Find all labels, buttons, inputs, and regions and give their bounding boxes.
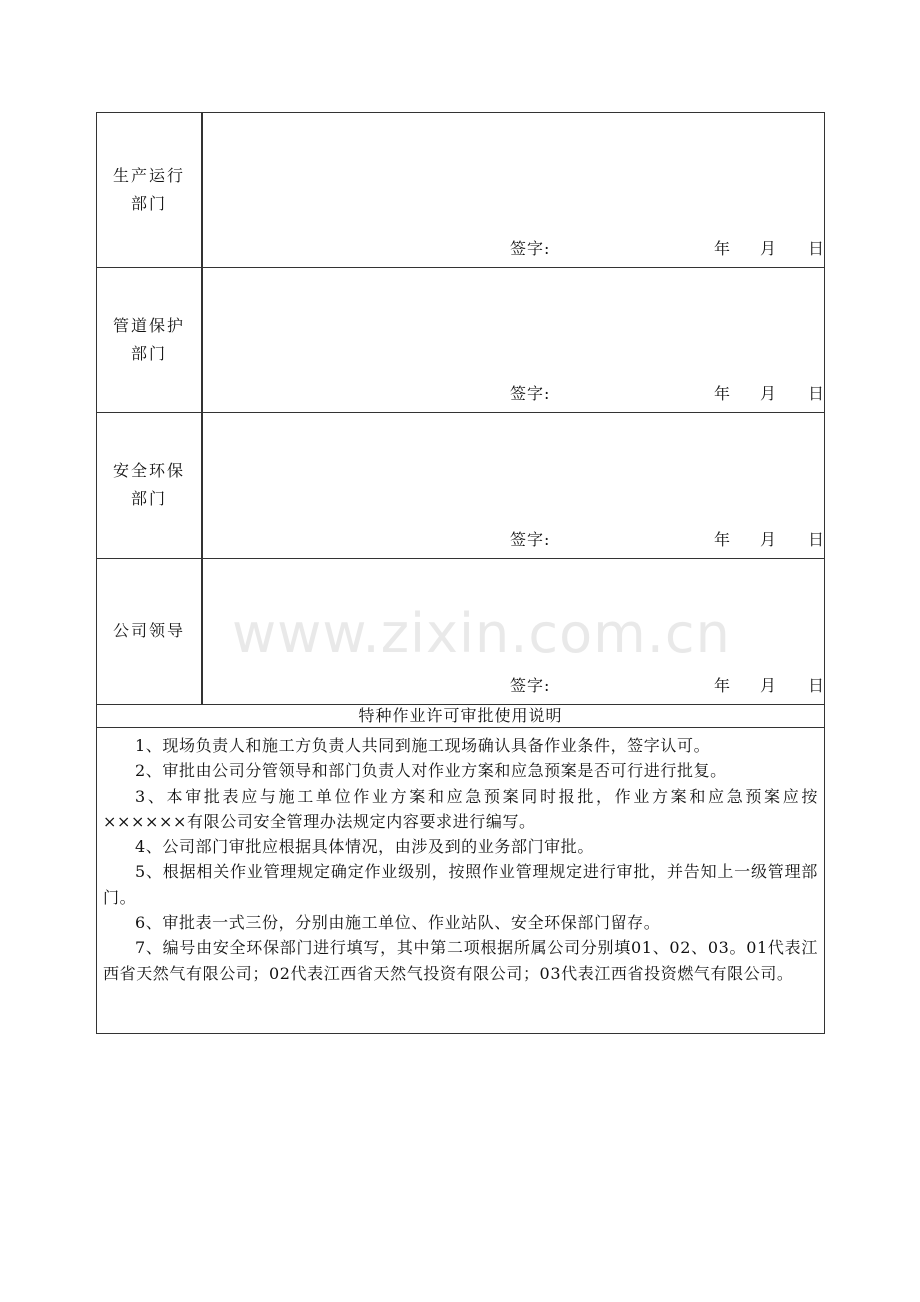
signature-label: 签字: [510,384,551,403]
approval-form [96,112,825,1034]
instructions-list [103,733,818,986]
approval-row-pipeline [97,267,824,413]
department-label: 生产运行 部门 [112,166,185,213]
date-day: 日 [808,239,825,258]
instruction-item: 5、根据相关作业管理规定确定作业级别，按照作业管理规定进行审批，并告知上一级管理部门。 [103,862,818,907]
date-month: 月 [760,676,777,695]
approval-row-leadership [97,558,824,705]
date-year: 年 [714,530,731,549]
date-day: 日 [808,530,825,549]
instruction-item: 4、公司部门审批应根据具体情况，由涉及到的业务部门审批。 [135,837,594,857]
row-label-cell [97,558,203,704]
instruction-item: 2、审批由公司分管领导和部门负责人对作业方案和应急预案是否可行进行批复。 [135,761,727,781]
signature-label: 签字: [510,239,551,258]
row-label-cell [97,412,203,558]
instructions-title: 特种作业许可审批使用说明 [97,705,824,728]
date-year: 年 [714,676,731,695]
approval-row-production [97,113,824,268]
department-label: 安全环保 部门 [112,461,185,508]
instruction-item: 3、本审批表应与施工单位作业方案和应急预案同时报批，作业方案和应急预案应按××××××有限公司安全管理办法规定内容要求进行编写。 [103,786,818,831]
date-month: 月 [760,530,777,549]
instruction-item: 7、编号由安全环保部门进行填写，其中第二项根据所属公司分别填01、02、03。01代表江西省天然气有限公司；02代表江西省天然气投资有限公司；03代表江西省投资燃气有限公司。 [103,938,818,983]
approval-row-safety [97,412,824,559]
signature-label: 签字: [510,676,551,695]
instruction-item: 1、现场负责人和施工方负责人共同到施工现场确认具备作业条件，签字认可。 [135,736,711,755]
signature-label: 签字: [510,530,551,549]
department-label: 公司领导 [112,621,185,640]
row-label-cell [97,267,203,412]
date-year: 年 [714,384,731,403]
department-label: 管道保护 部门 [112,315,185,363]
date-month: 月 [760,384,777,403]
instruction-item: 6、审批表一式三份，分别由施工单位、作业站队、安全环保部门留存。 [135,913,661,933]
date-month: 月 [760,239,777,258]
date-day: 日 [808,384,825,403]
date-year: 年 [714,239,731,258]
date-day: 日 [808,676,825,695]
row-label-cell [97,113,203,267]
watermark: www.zixin.com.cn [232,602,731,665]
